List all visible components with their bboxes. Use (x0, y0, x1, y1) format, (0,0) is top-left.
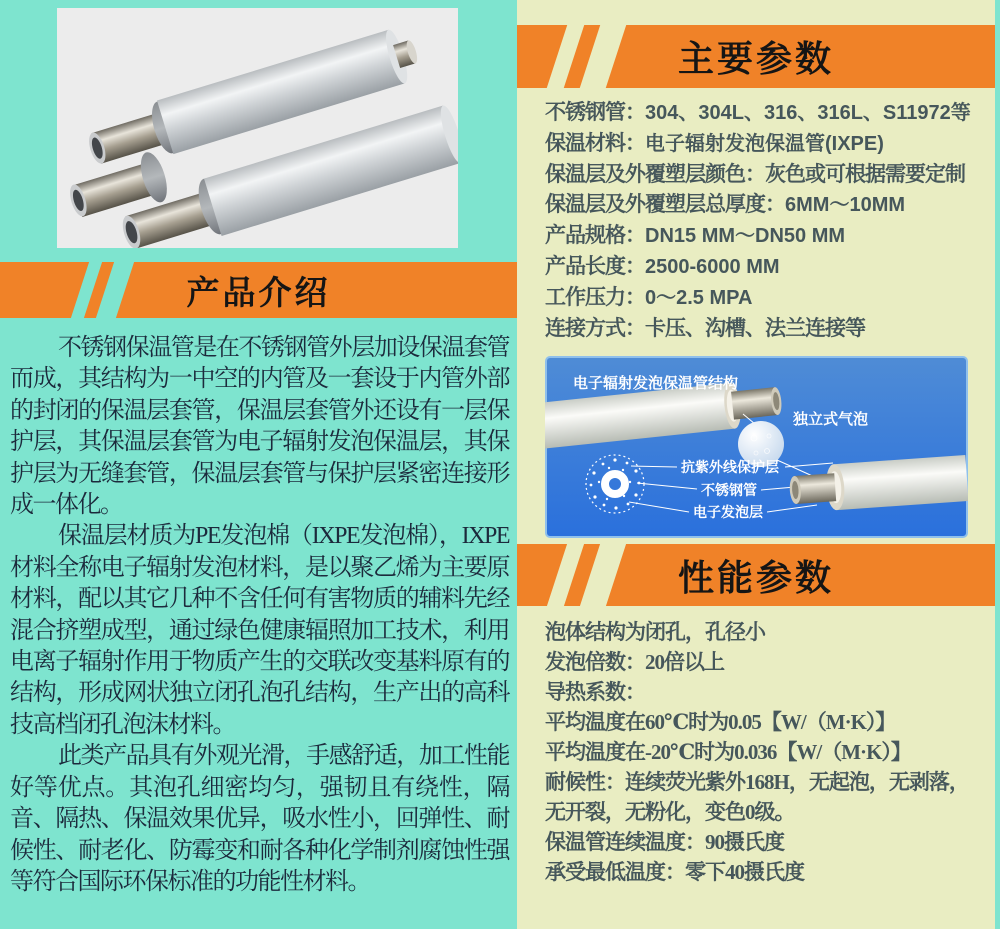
slash-icon (578, 25, 628, 88)
slash-icon (94, 262, 136, 318)
param-label: 产品长度： (545, 254, 645, 278)
param-row (545, 313, 987, 343)
perf-row: 承受最低温度：零下40摄氏度 (545, 860, 804, 884)
param-row (545, 251, 987, 282)
param-row (545, 97, 987, 128)
pipe-structure-diagram (545, 356, 968, 538)
intro-paragraph: 保温层材质为PE发泡棉（IXPE发泡棉），IXPE材料全称电子辐射发泡材料，是以聚乙烯为主要原材料，配以其它几种不含任何有害物质的辅料先经混合挤塑成型，通过绿色健康辐照加工技术，利用电离子辐射作用于物质产生的交联改变基料原有的结构，形成网状独立闭孔泡孔结构，生产出的高科技高档闭孔泡沫材料。 (10, 523, 509, 738)
param-label: 产品规格： (545, 223, 645, 247)
section-banner-performance (517, 544, 995, 606)
param-value: 灰色或可根据需要定制 (765, 162, 965, 186)
section-banner-main-params (517, 25, 995, 88)
bubble-label: 独立式气泡 (793, 411, 869, 428)
param-label: 不锈钢管： (545, 100, 645, 124)
param-row (545, 128, 987, 159)
product-introduction (10, 333, 509, 898)
slash-icon (578, 544, 628, 606)
insulated-pipes-photo (57, 8, 458, 248)
param-value: DN15 MM～DN50 MM (645, 225, 846, 247)
performance-title: 性能参数 (677, 556, 834, 598)
parameters-panel (517, 0, 995, 929)
product-photo-panel (57, 8, 458, 248)
param-label: 连接方式： (545, 316, 645, 340)
intro-paragraph: 不锈钢保温管是在不锈钢管外层加设保温套管而成，其结构为一中空的内管及一套设于内管外部的封闭的保温层套管，保温层套管外还设有一层保护层，其保温层套管为电子辐射发泡保温层，其保护层为无缝套管，保温层套管与保护层紧密连接形成一体化。 (10, 335, 509, 519)
section-banner-intro (0, 262, 517, 318)
perf-row: 耐候性：连续荧光紫外168H，无起泡，无剥落，无开裂，无粉化，变色0级。 (545, 770, 969, 824)
param-label: 保温材料： (545, 131, 645, 155)
layer-label-steel: 不锈钢管 (701, 482, 757, 498)
param-value: 6MM～10MM (785, 194, 906, 216)
main-params-list (545, 97, 987, 343)
param-value: 卡压、沟槽、法兰连接等 (645, 316, 865, 340)
perf-row: 平均温度在-20℃时为0.036【W/（M·K）】 (545, 740, 911, 764)
param-value: 2500-6000 MM (645, 256, 780, 278)
param-row (545, 282, 987, 313)
diagram-title: 电子辐射发泡保温管结构 (573, 375, 739, 392)
param-value: 电子辐射发泡保温管(IXPE) (645, 133, 884, 155)
layer-label-uv: 抗紫外线保护层 (681, 459, 779, 475)
slash-icon (545, 25, 586, 88)
layer-label-foam: 电子发泡层 (693, 504, 763, 520)
param-label: 保温层及外覆塑层颜色： (545, 162, 765, 186)
param-row (545, 189, 987, 220)
param-row (545, 220, 987, 251)
perf-row: 导热系数： (545, 680, 645, 704)
intro-section-title: 产品介绍 (186, 273, 331, 311)
param-value: 0～2.5 MPA (645, 287, 753, 309)
param-label: 工作压力： (545, 285, 645, 309)
param-value: 304、304L、316、316L、S11972等 (645, 102, 971, 124)
param-row (545, 159, 987, 189)
param-label: 保温层及外覆塑层总厚度： (545, 192, 785, 216)
main-params-title: 主要参数 (677, 38, 834, 79)
perf-row: 发泡倍数：20倍以上 (545, 650, 724, 674)
perf-row: 保温管连续温度：90摄氏度 (545, 830, 784, 854)
slash-icon (545, 544, 586, 606)
perf-row: 泡体结构为闭孔，孔径小 (545, 620, 765, 644)
perf-row: 平均温度在60℃时为0.05【W/（M·K）】 (545, 710, 896, 734)
performance-list (545, 617, 987, 887)
intro-paragraph: 此类产品具有外观光滑，手感舒适，加工性能好等优点。其泡孔细密均匀，强韧且有绕性，隔音、隔热、保温效果优异，吸水性小，回弹性、耐候性、耐老化、防霉变和耐各种化学制剂腐蚀性强等符合国际环保标准的功能性材料。 (10, 743, 509, 895)
